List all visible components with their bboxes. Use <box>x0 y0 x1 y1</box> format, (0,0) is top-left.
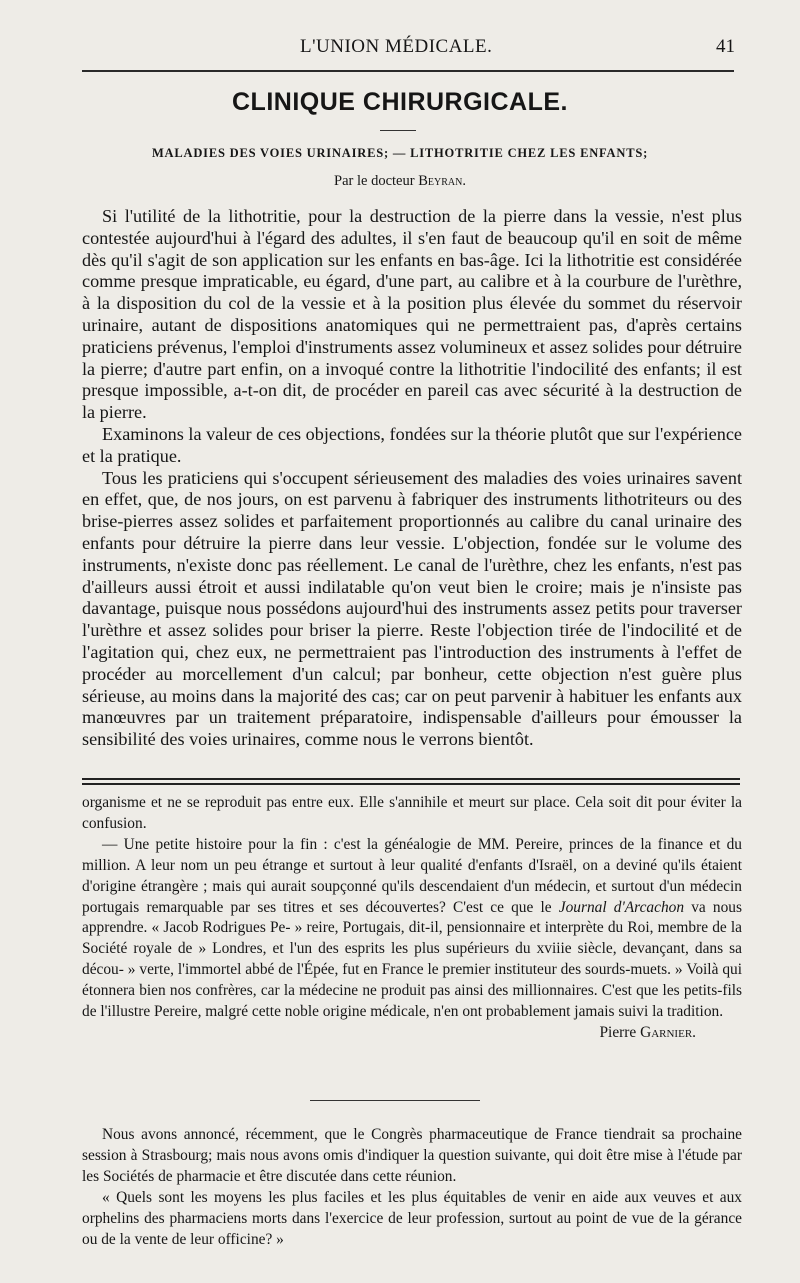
article-paragraph: Si l'utilité de la lithotritie, pour la destruction de la pierre dans la vessie, n'est plus contestée aujourd'hui à l'égard des adultes, il s'en faut de beaucoup qu'il en soit de même dès qu'il s'agit de son application sur les enfants en bas-âge. Ici la lithotritie est considérée comme presque impraticable, eu égard, d'une part, au calibre et à la courbure de l'urèthre, à la disposition du col de la vessie et à la position plus élevée du sommet du réservoir urinaire, autant de dispositions anatomiques qui ne permettraient pas, d'après certains praticiens prévenus, l'emploi d'instruments assez volumineux et assez solides pour détruire la pierre; d'autre part enfin, on a invoqué contre la lithotritie l'indocilité des enfants; il est presque impossible, a-t-on dit, de procéder en pareil cas avec sécurité à la destruction de la pierre. <box>82 206 742 423</box>
running-head: L'UNION MÉDICALE. <box>300 36 493 57</box>
header-rule <box>82 70 734 72</box>
feuilleton-paragraph <box>82 835 742 1023</box>
byline-author: Beyran. <box>418 173 466 189</box>
divider-line <box>82 783 740 785</box>
signature-first-name: Pierre <box>599 1023 637 1041</box>
announcement-paragraph: « Quels sont les moyens les plus faciles et les plus équitables de venir en aide aux veuves et aux orphelins des pharmaciens morts dans l'exercice de leur profession, surtout au point de vue de la gérance ou de la vente de leur officine? » <box>82 1188 742 1248</box>
title-rule <box>380 130 416 131</box>
feuilleton-text: — Une petite histoire pour la fin : c'est la généalogie de MM. Pereire, princes de la finance et du million. A leur nom un peu étrange et surtout à leur qualité d'enfants d'Israël, on a deviné qu'ils étaient d'origine étrangère ; mais qui aurait soupçonné qu'ils descendaient d'un médecin, et surtout d'un médecin portugais remarquable par ses titres et ses découvertes? C'est ce que le <box>82 835 742 916</box>
announcement-paragraph: Nous avons annoncé, récemment, que le Congrès pharmaceutique de France tiendrait sa prochaine session à Strasbourg; mais nous avons omis d'indiquer la question suivante, qui doit être mise à l'étude par les Sociétés de pharmacie et être discutée dans cette réunion. <box>82 1126 742 1185</box>
journal-name: Journal d'Arcachon <box>558 898 685 916</box>
byline-prefix: Par le docteur <box>334 173 415 189</box>
announcement-section <box>82 1125 742 1250</box>
byline <box>0 173 800 190</box>
article-body <box>82 206 742 751</box>
feuilleton-paragraph: organisme et ne se reproduit pas entre eux. Elle s'annihile et meurt sur place. Cela soit dit pour éviter la confusion. <box>82 794 742 832</box>
feuilleton-text: va nous apprendre. « Jacob Rodrigues Pe- » reire, Portugais, dit-il, pensionnaire et interprète du Roi, membre de la Société royale de » Londres, et l'un des esprits les plus supérieurs du xviiie siècle, devançant, dans sa décou- » verte, l'immortel abbé de l'Épée, fut en France le premier instituteur des sourds-muets. » Voilà qui étonnera bien nos confrères, car la médecine ne produit pas ainsi des millionnaires. C'est que les petits-fils de l'illustre Pereire, malgré cette noble origine médicale, n'en ont probablement jamais suivi la tradition. <box>82 898 742 1021</box>
article-paragraph: Tous les praticiens qui s'occupent sérieusement des maladies des voies urinaires savent en effet, que, de nos jours, on est parvenu à fabriquer des instruments lithotriteurs ou des brise-pierres assez solides et parfaitement proportionnés au calibre du canal urinaire des enfants pour détruire la pierre dans leur vessie. L'objection, fondée sur le volume des instruments, n'existe donc pas réellement. Le canal de l'urèthre, chez les enfants, n'est pas d'ailleurs aussi étroit et aussi indilatable qu'on veut bien le croire; mais je n'insiste pas davantage, puisque nous possédons aujourd'hui des instruments assez petits pour traverser l'urèthre et assez solides pour briser la pierre. Reste l'objection tirée de l'indocilité et de l'agitation qui, chez eux, ne permettraient pas l'introduction des instruments à l'effet de procéder au morcellement d'un calcul; par bonheur, cette objection n'est guère plus sérieuse, au moins dans la majorité des cas; car on peut parvenir à habituer les enfants aux manœuvres par un traitement préparatoire, indispensable d'ailleurs pour émousser la sensibilité des voies urinaires, comme nous le verrons bientôt. <box>82 467 742 750</box>
feuilleton-divider <box>82 778 740 786</box>
divider-line <box>82 778 740 780</box>
article-title: CLINIQUE CHIRURGICALE. <box>232 88 568 116</box>
signature <box>82 1023 742 1044</box>
signature-last-name: Garnier. <box>640 1023 696 1041</box>
page-number: 41 <box>716 36 735 57</box>
article-paragraph: Examinons la valeur de ces objections, fondées sur la théorie plutôt que sur l'expérience et la pratique. <box>82 423 742 466</box>
feuilleton-section <box>82 793 742 1044</box>
section-separator <box>310 1100 480 1101</box>
article-subtitle: MALADIES DES VOIES URINAIRES; — LITHOTRITIE CHEZ LES ENFANTS; <box>151 146 649 160</box>
page-header <box>0 32 800 62</box>
